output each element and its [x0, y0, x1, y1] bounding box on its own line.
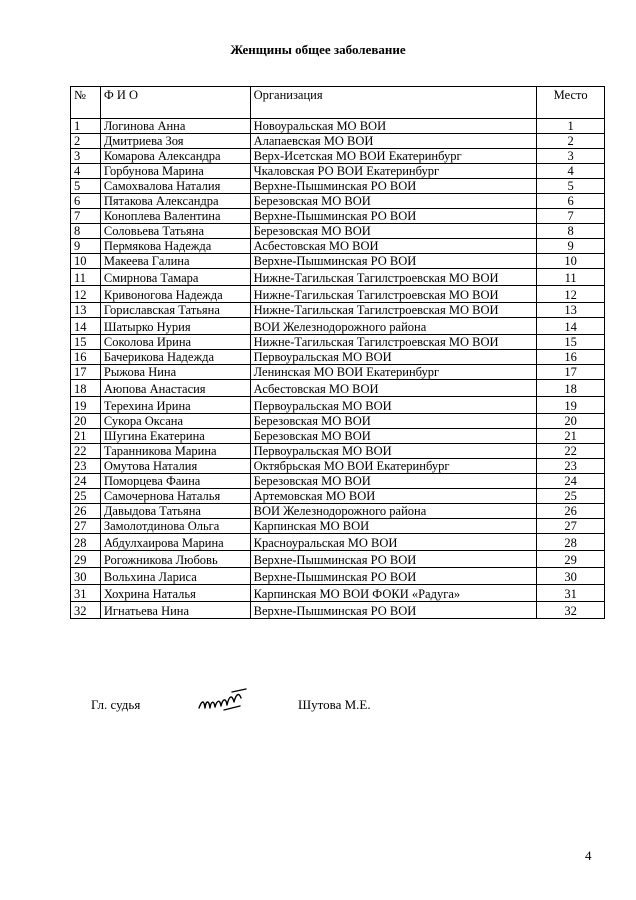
- row-name: Аюпова Анастасия: [100, 380, 250, 397]
- table-row: [71, 429, 605, 444]
- row-organization: Березовская МО ВОИ: [250, 429, 537, 444]
- row-place: 29: [537, 551, 605, 568]
- row-organization: Березовская МО ВОИ: [250, 474, 537, 489]
- table-row: [71, 474, 605, 489]
- row-number: 32: [71, 602, 101, 619]
- row-number: 29: [71, 551, 101, 568]
- row-organization: Березовская МО ВОИ: [250, 224, 537, 239]
- row-name: Омутова Наталия: [100, 459, 250, 474]
- row-number: 20: [71, 414, 101, 429]
- row-name: Шугина Екатерина: [100, 429, 250, 444]
- row-number: 15: [71, 335, 101, 350]
- row-number: 22: [71, 444, 101, 459]
- table-row: [71, 149, 605, 164]
- table-row: [71, 397, 605, 414]
- row-number: 10: [71, 254, 101, 269]
- row-place: 26: [537, 504, 605, 519]
- row-name: Сукора Оксана: [100, 414, 250, 429]
- row-number: 25: [71, 489, 101, 504]
- table-row: [71, 179, 605, 194]
- row-place: 27: [537, 519, 605, 534]
- row-number: 8: [71, 224, 101, 239]
- row-place: 23: [537, 459, 605, 474]
- row-name: Смирнова Тамара: [100, 269, 250, 286]
- row-name: Соловьева Татьяна: [100, 224, 250, 239]
- row-place: 31: [537, 585, 605, 602]
- table-header-row: [71, 87, 605, 119]
- row-place: 5: [537, 179, 605, 194]
- header-name: Ф И О: [100, 87, 250, 119]
- table-row: [71, 134, 605, 149]
- row-organization: Асбестовская МО ВОИ: [250, 239, 537, 254]
- row-name: Самочернова Наталья: [100, 489, 250, 504]
- row-organization: Ленинская МО ВОИ Екатеринбург: [250, 365, 537, 380]
- row-place: 3: [537, 149, 605, 164]
- table-row: [71, 119, 605, 134]
- row-organization: Красноуральская МО ВОИ: [250, 534, 537, 551]
- row-organization: Октябрьская МО ВОИ Екатеринбург: [250, 459, 537, 474]
- table-row: [71, 335, 605, 350]
- row-place: 15: [537, 335, 605, 350]
- row-place: 22: [537, 444, 605, 459]
- row-organization: Березовская МО ВОИ: [250, 194, 537, 209]
- row-organization: ВОИ Железнодорожного района: [250, 318, 537, 335]
- row-name: Рыжова Нина: [100, 365, 250, 380]
- row-place: 13: [537, 303, 605, 318]
- row-place: 11: [537, 269, 605, 286]
- table-row: [71, 303, 605, 318]
- row-name: Игнатьева Нина: [100, 602, 250, 619]
- judge-name: Шутова М.Е.: [298, 697, 371, 712]
- row-place: 16: [537, 350, 605, 365]
- header-place: Место: [537, 87, 605, 119]
- row-name: Шатырко Нурия: [100, 318, 250, 335]
- table-row: [71, 444, 605, 459]
- row-place: 4: [537, 164, 605, 179]
- row-number: 30: [71, 568, 101, 585]
- row-place: 20: [537, 414, 605, 429]
- row-number: 5: [71, 179, 101, 194]
- row-place: 25: [537, 489, 605, 504]
- row-number: 24: [71, 474, 101, 489]
- row-organization: Алапаевская МО ВОИ: [250, 134, 537, 149]
- table-row: [71, 194, 605, 209]
- row-number: 13: [71, 303, 101, 318]
- table-row: [71, 239, 605, 254]
- row-place: 28: [537, 534, 605, 551]
- table-row: [71, 254, 605, 269]
- row-place: 12: [537, 286, 605, 303]
- row-number: 7: [71, 209, 101, 224]
- row-organization: Первоуральская МО ВОИ: [250, 444, 537, 459]
- row-name: Бачерикова Надежда: [100, 350, 250, 365]
- row-place: 14: [537, 318, 605, 335]
- row-number: 12: [71, 286, 101, 303]
- row-name: Дмитриева Зоя: [100, 134, 250, 149]
- table-row: [71, 489, 605, 504]
- row-name: Гориславская Татьяна: [100, 303, 250, 318]
- row-organization: Карпинская МО ВОИ: [250, 519, 537, 534]
- row-place: 2: [537, 134, 605, 149]
- row-name: Терехина Ирина: [100, 397, 250, 414]
- row-number: 19: [71, 397, 101, 414]
- row-organization: Верхне-Пышминская РО ВОИ: [250, 179, 537, 194]
- row-organization: Новоуральская МО ВОИ: [250, 119, 537, 134]
- row-number: 21: [71, 429, 101, 444]
- row-name: Соколова Ирина: [100, 335, 250, 350]
- row-organization: Верхне-Пышминская РО ВОИ: [250, 602, 537, 619]
- row-number: 9: [71, 239, 101, 254]
- row-place: 18: [537, 380, 605, 397]
- row-number: 23: [71, 459, 101, 474]
- table-row: [71, 519, 605, 534]
- table-row: [71, 380, 605, 397]
- row-name: Хохрина Наталья: [100, 585, 250, 602]
- row-organization: Верхне-Пышминская РО ВОИ: [250, 254, 537, 269]
- table-row: [71, 551, 605, 568]
- row-number: 18: [71, 380, 101, 397]
- results-table: [70, 86, 605, 619]
- table-row: [71, 224, 605, 239]
- row-organization: Чкаловская РО ВОИ Екатеринбург: [250, 164, 537, 179]
- row-organization: Артемовская МО ВОИ: [250, 489, 537, 504]
- table-row: [71, 534, 605, 551]
- row-place: 6: [537, 194, 605, 209]
- table-row: [71, 414, 605, 429]
- row-number: 14: [71, 318, 101, 335]
- row-name: Коноплева Валентина: [100, 209, 250, 224]
- row-name: Вольхина Лариса: [100, 568, 250, 585]
- judge-label: Гл. судья: [91, 697, 141, 712]
- row-name: Рогожникова Любовь: [100, 551, 250, 568]
- row-organization: Березовская МО ВОИ: [250, 414, 537, 429]
- row-place: 8: [537, 224, 605, 239]
- row-number: 27: [71, 519, 101, 534]
- row-organization: Верх-Исетская МО ВОИ Екатеринбург: [250, 149, 537, 164]
- document-title: Женщины общее заболевание: [230, 42, 406, 57]
- row-number: 31: [71, 585, 101, 602]
- row-organization: Верхне-Пышминская РО ВОИ: [250, 209, 537, 224]
- row-number: 6: [71, 194, 101, 209]
- row-organization: Верхне-Пышминская РО ВОИ: [250, 568, 537, 585]
- row-place: 1: [537, 119, 605, 134]
- row-organization: Нижне-Тагильская Тагилстроевская МО ВОИ: [250, 303, 537, 318]
- row-number: 4: [71, 164, 101, 179]
- row-name: Логинова Анна: [100, 119, 250, 134]
- row-name: Поморцева Фаина: [100, 474, 250, 489]
- row-name: Кривоногова Надежда: [100, 286, 250, 303]
- row-name: Пермякова Надежда: [100, 239, 250, 254]
- table-row: [71, 350, 605, 365]
- table-row: [71, 459, 605, 474]
- row-number: 11: [71, 269, 101, 286]
- row-name: Таранникова Марина: [100, 444, 250, 459]
- row-place: 24: [537, 474, 605, 489]
- row-number: 16: [71, 350, 101, 365]
- row-place: 9: [537, 239, 605, 254]
- table-row: [71, 286, 605, 303]
- row-number: 26: [71, 504, 101, 519]
- table-row: [71, 209, 605, 224]
- row-place: 21: [537, 429, 605, 444]
- row-organization: Нижне-Тагильская Тагилстроевская МО ВОИ: [250, 286, 537, 303]
- row-organization: Нижне-Тагильская Тагилстроевская МО ВОИ: [250, 335, 537, 350]
- row-name: Комарова Александра: [100, 149, 250, 164]
- row-name: Пятакова Александра: [100, 194, 250, 209]
- table-row: [71, 602, 605, 619]
- row-number: 28: [71, 534, 101, 551]
- row-organization: ВОИ Железнодорожного района: [250, 504, 537, 519]
- row-organization: Карпинская МО ВОИ ФОКИ «Радуга»: [250, 585, 537, 602]
- row-place: 17: [537, 365, 605, 380]
- row-name: Абдулхаирова Марина: [100, 534, 250, 551]
- row-place: 32: [537, 602, 605, 619]
- row-place: 10: [537, 254, 605, 269]
- table-row: [71, 585, 605, 602]
- row-name: Горбунова Марина: [100, 164, 250, 179]
- page-number: 4: [585, 848, 592, 863]
- table-row: [71, 318, 605, 335]
- header-organization: Организация: [250, 87, 537, 119]
- header-number: №: [71, 87, 101, 119]
- row-number: 3: [71, 149, 101, 164]
- row-place: 19: [537, 397, 605, 414]
- row-number: 1: [71, 119, 101, 134]
- row-organization: Верхне-Пышминская РО ВОИ: [250, 551, 537, 568]
- table-row: [71, 568, 605, 585]
- row-place: 7: [537, 209, 605, 224]
- row-name: Макеева Галина: [100, 254, 250, 269]
- row-number: 2: [71, 134, 101, 149]
- table-row: [71, 504, 605, 519]
- row-organization: Первоуральская МО ВОИ: [250, 397, 537, 414]
- table-row: [71, 164, 605, 179]
- signature-image: [196, 686, 256, 716]
- row-number: 17: [71, 365, 101, 380]
- row-organization: Асбестовская МО ВОИ: [250, 380, 537, 397]
- row-organization: Первоуральская МО ВОИ: [250, 350, 537, 365]
- row-name: Давыдова Татьяна: [100, 504, 250, 519]
- table-row: [71, 365, 605, 380]
- row-place: 30: [537, 568, 605, 585]
- table-row: [71, 269, 605, 286]
- row-organization: Нижне-Тагильская Тагилстроевская МО ВОИ: [250, 269, 537, 286]
- row-name: Самохвалова Наталия: [100, 179, 250, 194]
- row-name: Замолотдинова Ольга: [100, 519, 250, 534]
